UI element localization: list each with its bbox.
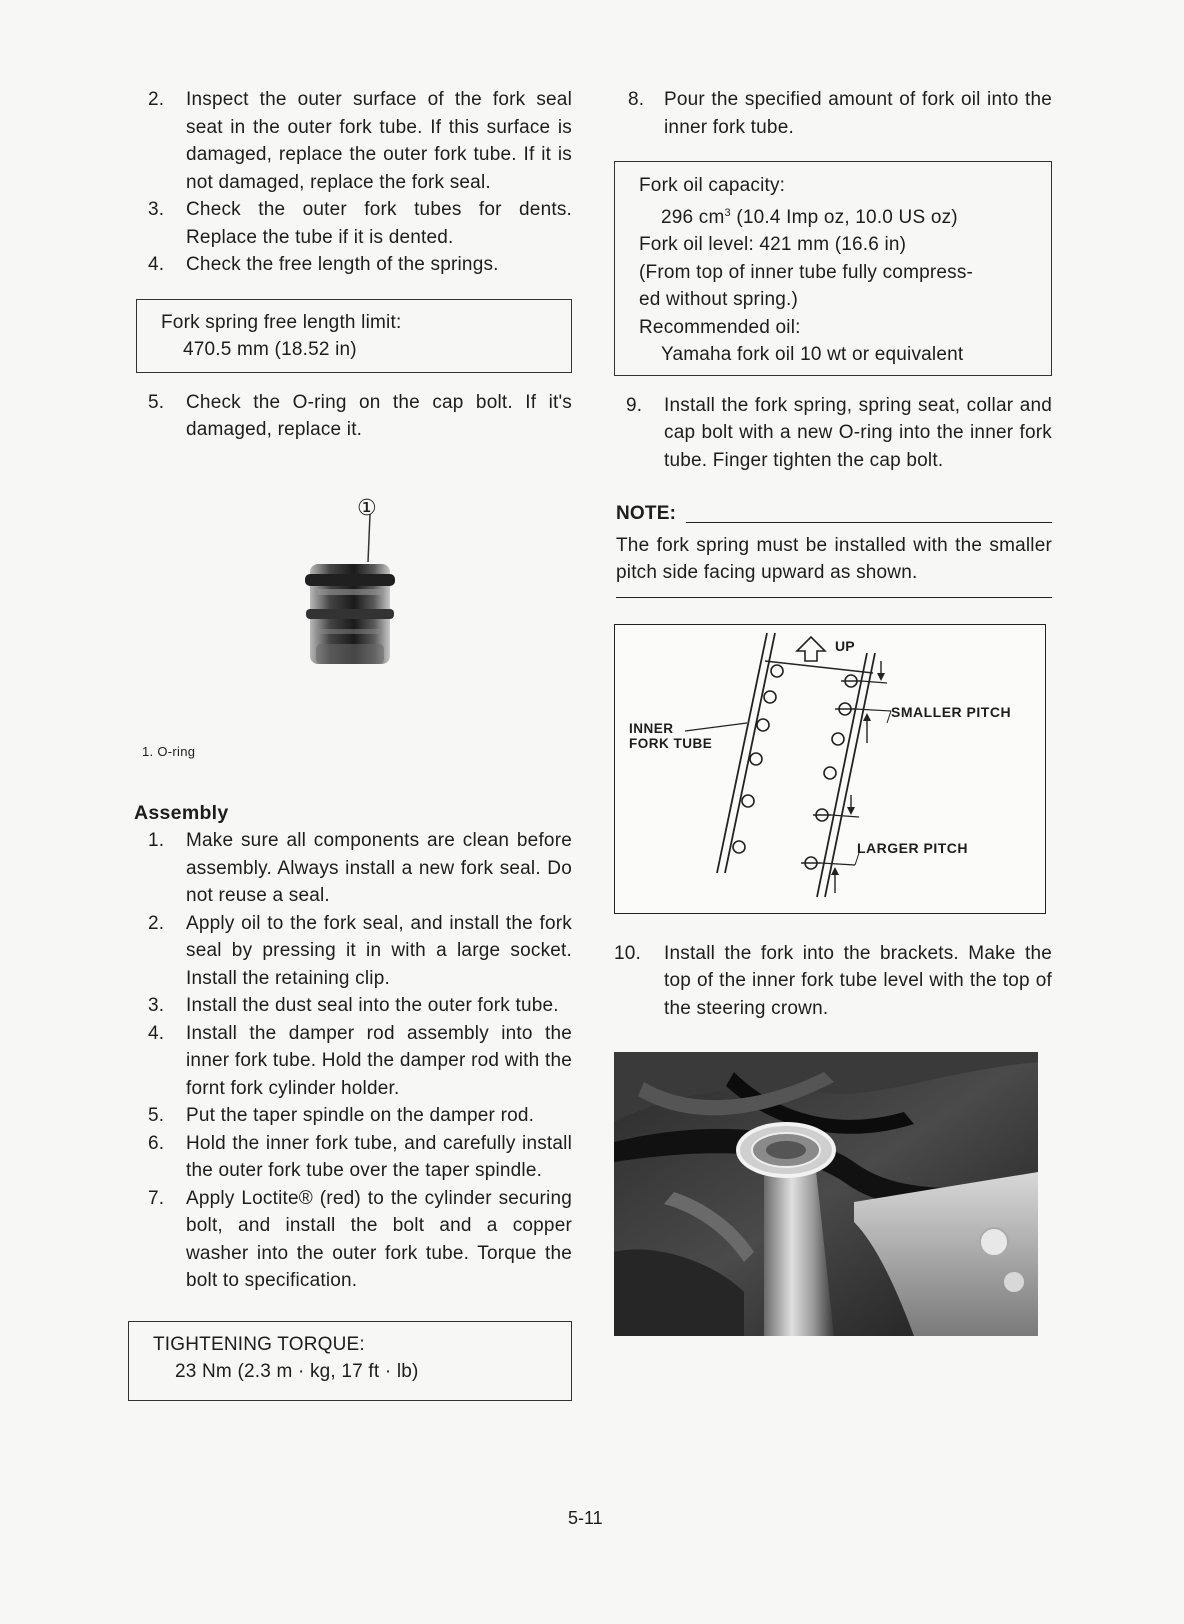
capacity-value [639,200,1031,232]
right-column [616,86,1052,1336]
step-number: 2. [148,912,165,934]
step-number: 5. [148,1105,165,1126]
step-8-pour-oil [616,86,1052,141]
step-number: 7. [148,1187,165,1209]
spec-label: Fork spring free length limit: [161,311,402,333]
recommended-oil-label: Recommended oil: [639,316,801,338]
assembly-heading: Assembly [134,801,229,824]
step-9-install-spring [616,392,1052,475]
oring-figure [140,444,572,774]
step-number: 3. [148,199,165,220]
tightening-torque-spec-box [128,1321,572,1401]
larger-pitch-label: LARGER PITCH [857,839,968,856]
step-4-check-springs [140,251,572,279]
step-text: Apply Loctite® (red) to the cylinder securing bolt, and install the bolt and a copper washer into the outer fork tube. Torque the bolt to specification. [186,1187,572,1291]
inner-fork-tube-label-line-2: FORK TUBE [629,735,713,751]
step-text: Pour the specified amount of fork oil into the inner fork tube. [664,89,1052,138]
step-3-check-dents [140,196,572,251]
figure-caption: 1. O-ring [142,743,196,759]
step-10-install-fork [616,940,1052,1023]
step-number: 4. [148,254,165,275]
assembly-step-3 [140,992,572,1020]
capacity-value-rest: (10.4 Imp oz, 10.0 US oz) [730,206,958,228]
step-2-inspect [140,86,572,196]
step-text: Check the outer fork tubes for dents. Replace the tube if it is dented. [186,199,572,248]
recommended-oil-value: Yamaha fork oil 10 wt or equivalent [661,344,964,365]
oil-level-note-1: (From top of inner tube fully compress- [639,261,974,283]
spec-value: 23 Nm (2.3 m · kg, 17 ft · lb) [175,1361,419,1382]
fork-spring-pitch-diagram [614,624,1046,914]
inner-fork-tube-label-line-1: INNER [629,720,674,736]
assembly-steps [140,827,572,1295]
spring-diagram-graphic [615,625,1045,913]
left-column [134,86,572,1401]
oring-cap-bolt-illustration [140,444,572,774]
steering-crown-photo [614,1052,1038,1336]
oil-level: Fork oil level: 421 mm (16.6 in) [639,234,907,255]
spec-value: 470.5 mm (18.52 in) [183,339,357,360]
step-text: Hold the inner fork tube, and carefully install the outer fork tube over the taper spindle. [186,1132,572,1181]
step-text: Install the damper rod assembly into the inner fork tube. Hold the damper rod with the fornt fork cylinder holder. [186,1022,572,1099]
capacity-label: Fork oil capacity: [639,175,786,196]
step-number: 1. [148,830,165,851]
step-text: Install the fork spring, spring seat, collar and cap bolt with a new O-ring into the inner fork tube. Finger tighten the cap bolt. [664,394,1052,471]
inner-fork-tube-label [629,721,712,751]
step-text: Put the taper spindle on the damper rod. [186,1105,535,1126]
step-number: 2. [148,89,165,110]
assembly-step-4 [140,1020,572,1103]
step-number: 6. [148,1132,165,1154]
note-header [616,500,1052,528]
step-number: 8. [628,89,645,110]
capacity-value-main: 296 cm [661,206,725,228]
note-section [616,500,1052,598]
assembly-step-5 [140,1102,572,1130]
step-text: Install the fork into the brackets. Make the top of the inner fork tube level with the top of the steering crown. [664,942,1052,1019]
step-number: 5. [148,391,165,413]
oil-level-note-2: ed without spring.) [639,289,799,310]
assembly-step-2 [140,910,572,993]
note-text: The fork spring must be installed with the smaller pitch side facing upward as shown. [616,532,1052,598]
assembly-step-1 [140,827,572,910]
step-5-check-oring [140,389,572,444]
note-rule [686,522,1052,523]
step-number: 9. [626,394,643,416]
assembly-step-7 [140,1185,572,1295]
capacity-exponent: 3 [724,206,731,219]
spec-label: TIGHTENING TORQUE: [153,1333,365,1355]
step-text: Check the O-ring on the cap bolt. If it's damaged, replace it. [186,391,572,440]
page-number: 5-11 [568,1508,603,1528]
smaller-pitch-label: SMALLER PITCH [891,703,1012,720]
step-number: 3. [148,995,165,1016]
step-text: Install the dust seal into the outer fork tube. [186,995,559,1016]
callout-1: ① [357,494,377,520]
spring-length-spec-box [136,299,572,373]
assembly-step-6 [140,1130,572,1185]
photo-illustration [614,1052,1038,1336]
step-text: Make sure all components are clean before assembly. Always install a new fork seal. Do not reuse a seal. [186,830,572,906]
step-text: Check the free length of the springs. [186,254,499,275]
step-text: Apply oil to the fork seal, and install the fork seal by pressing it in with a large socket. Install the retaining clip. [186,912,572,989]
up-label: UP [835,637,855,654]
note-label: NOTE: [616,503,677,524]
step-number: 4. [148,1022,165,1044]
fork-oil-spec-box [614,161,1052,376]
step-number: 10. [614,942,642,964]
step-text: Inspect the outer surface of the fork seal seat in the outer fork tube. If this surface is damaged, replace the outer fork tube. If it is not damaged, replace the fork seal. [186,89,572,193]
